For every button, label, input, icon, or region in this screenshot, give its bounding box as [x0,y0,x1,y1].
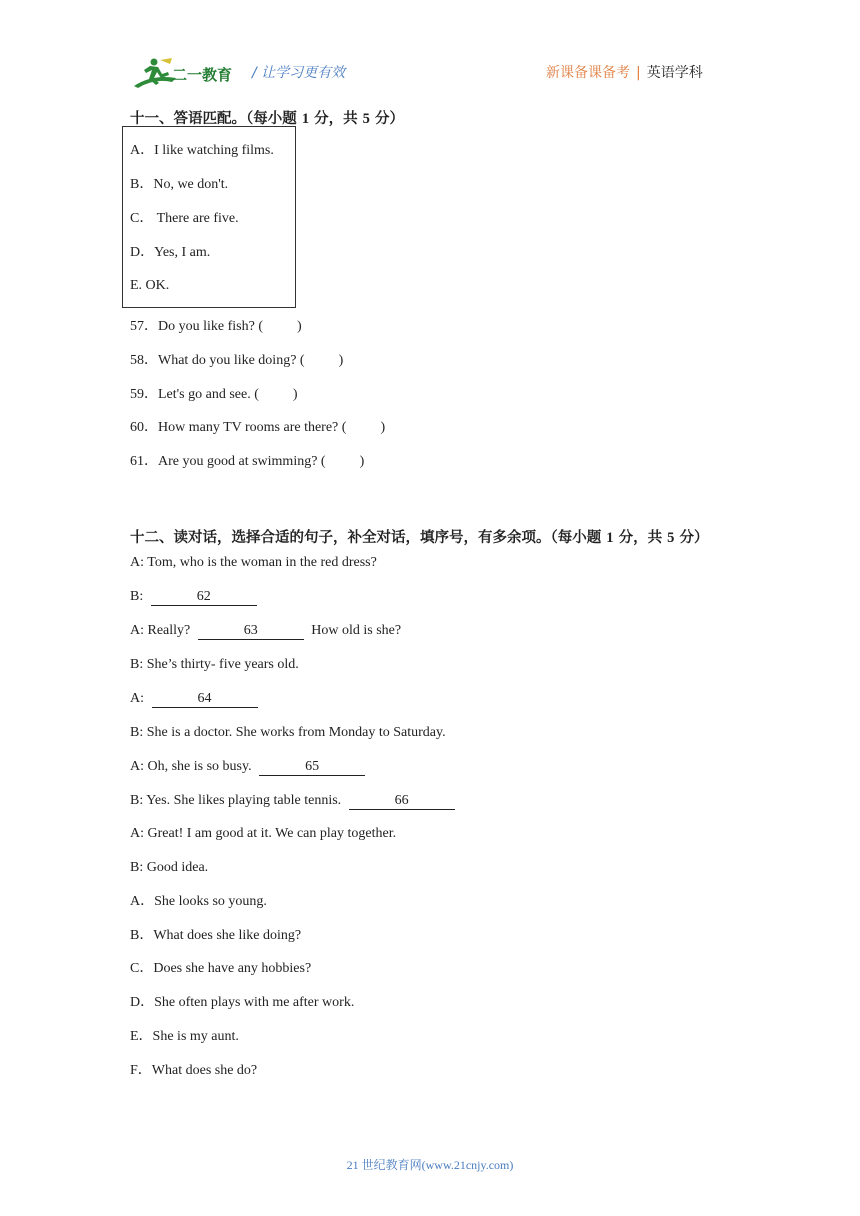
dialogue-line-10: B: Good idea. [130,860,209,875]
blank-64[interactable]: 64 [152,691,258,708]
section-11-score-each: 1 [301,111,310,127]
question-59-text: 59．Let's go and see. ( [130,387,259,402]
choice-a: A．She looks so young. [130,894,267,909]
logo [132,56,242,90]
dialogue-line-8 [130,792,455,810]
dialogue-line-3 [130,622,401,640]
header-subject: 英语学科 [646,65,703,81]
blank-62[interactable]: 62 [151,589,257,606]
option-b: B．No, we don't. [130,177,229,192]
question-61-text: 61．Are you good at swimming? ( [130,454,326,469]
blank-66[interactable]: 66 [349,793,455,810]
close-paren: ) [338,353,344,368]
question-57-text: 57．Do you like fish? ( [130,319,263,334]
section-12-title-prefix: 十二、读对话，选择合适的句子，补全对话，填序号，有多余项。（每小题 [130,530,607,546]
option-e: E. OK. [130,278,170,293]
choice-e: E．She is my aunt. [130,1029,239,1044]
question-61 [130,453,364,471]
option-a: A．I like watching films. [130,143,274,158]
question-57 [130,318,302,336]
section-11-title [130,107,404,128]
logo-text: 二一教育 [172,66,233,84]
question-58-text: 58．What do you like doing? ( [130,353,305,368]
question-60-text: 60．How many TV rooms are there? ( [130,420,347,435]
option-d: D．Yes, I am. [130,245,211,260]
blank-65[interactable]: 65 [259,759,365,776]
choice-b: B．What does she like doing? [130,928,302,943]
dialogue-line-9: A: Great! I am good at it. We can play together. [130,826,397,841]
dialogue-line-2 [130,588,257,606]
section-12-score-each: 1 [606,530,614,546]
speaker-b: B: [130,589,144,604]
close-paren: ) [292,387,298,402]
choice-d: D．She often plays with me after work. [130,995,355,1010]
dialogue-line-7 [130,758,365,776]
section-11-title-prefix: 十一、答语匹配。（每小题 [130,111,302,127]
close-paren: ) [296,319,302,334]
choice-c: C．Does she have any hobbies? [130,961,312,976]
header-tagline: 新课备课备考 [546,65,630,81]
dialogue-line-1: A: Tom, who is the woman in the red dress? [130,555,377,570]
runner-logo-icon [132,56,242,90]
section-12-score-total: 5 [667,530,675,546]
dialogue-line-4: B: She’s thirty- five years old. [130,657,299,672]
section-12-title-mid: 分，共 [613,530,668,546]
dialogue-line-8-pre: B: Yes. She likes playing table tennis. [130,793,342,808]
footer-link[interactable]: 21 世纪教育网(www.21cnjy.com) [346,1158,514,1172]
dialogue-line-6: B: She is a doctor. She works from Monday to Saturday. [130,725,446,740]
header-slogan: / 让学习更有效 [252,65,346,81]
dialogue-line-7-pre: A: Oh, she is so busy. [130,759,252,774]
close-paren: ) [359,454,365,469]
option-c: C． There are five. [130,211,239,226]
choice-f: F．What does she do? [130,1063,258,1078]
header-right [546,62,703,82]
header-separator: | [636,65,641,81]
dialogue-line-3-post: How old is she? [311,623,402,638]
question-58 [130,352,343,370]
section-12-title-suffix: 分） [674,530,709,546]
question-60 [130,419,385,437]
dialogue-line-3-pre: A: Really? [130,623,191,638]
blank-63[interactable]: 63 [198,623,304,640]
question-59 [130,386,298,404]
section-11-title-mid: 分，共 [309,111,363,127]
section-12-title [130,526,708,547]
speaker-a: A: [130,691,144,706]
section-11-title-suffix: 分） [369,111,404,127]
dialogue-line-5 [130,690,258,708]
close-paren: ) [380,420,386,435]
section-11-score-total: 5 [362,111,370,127]
